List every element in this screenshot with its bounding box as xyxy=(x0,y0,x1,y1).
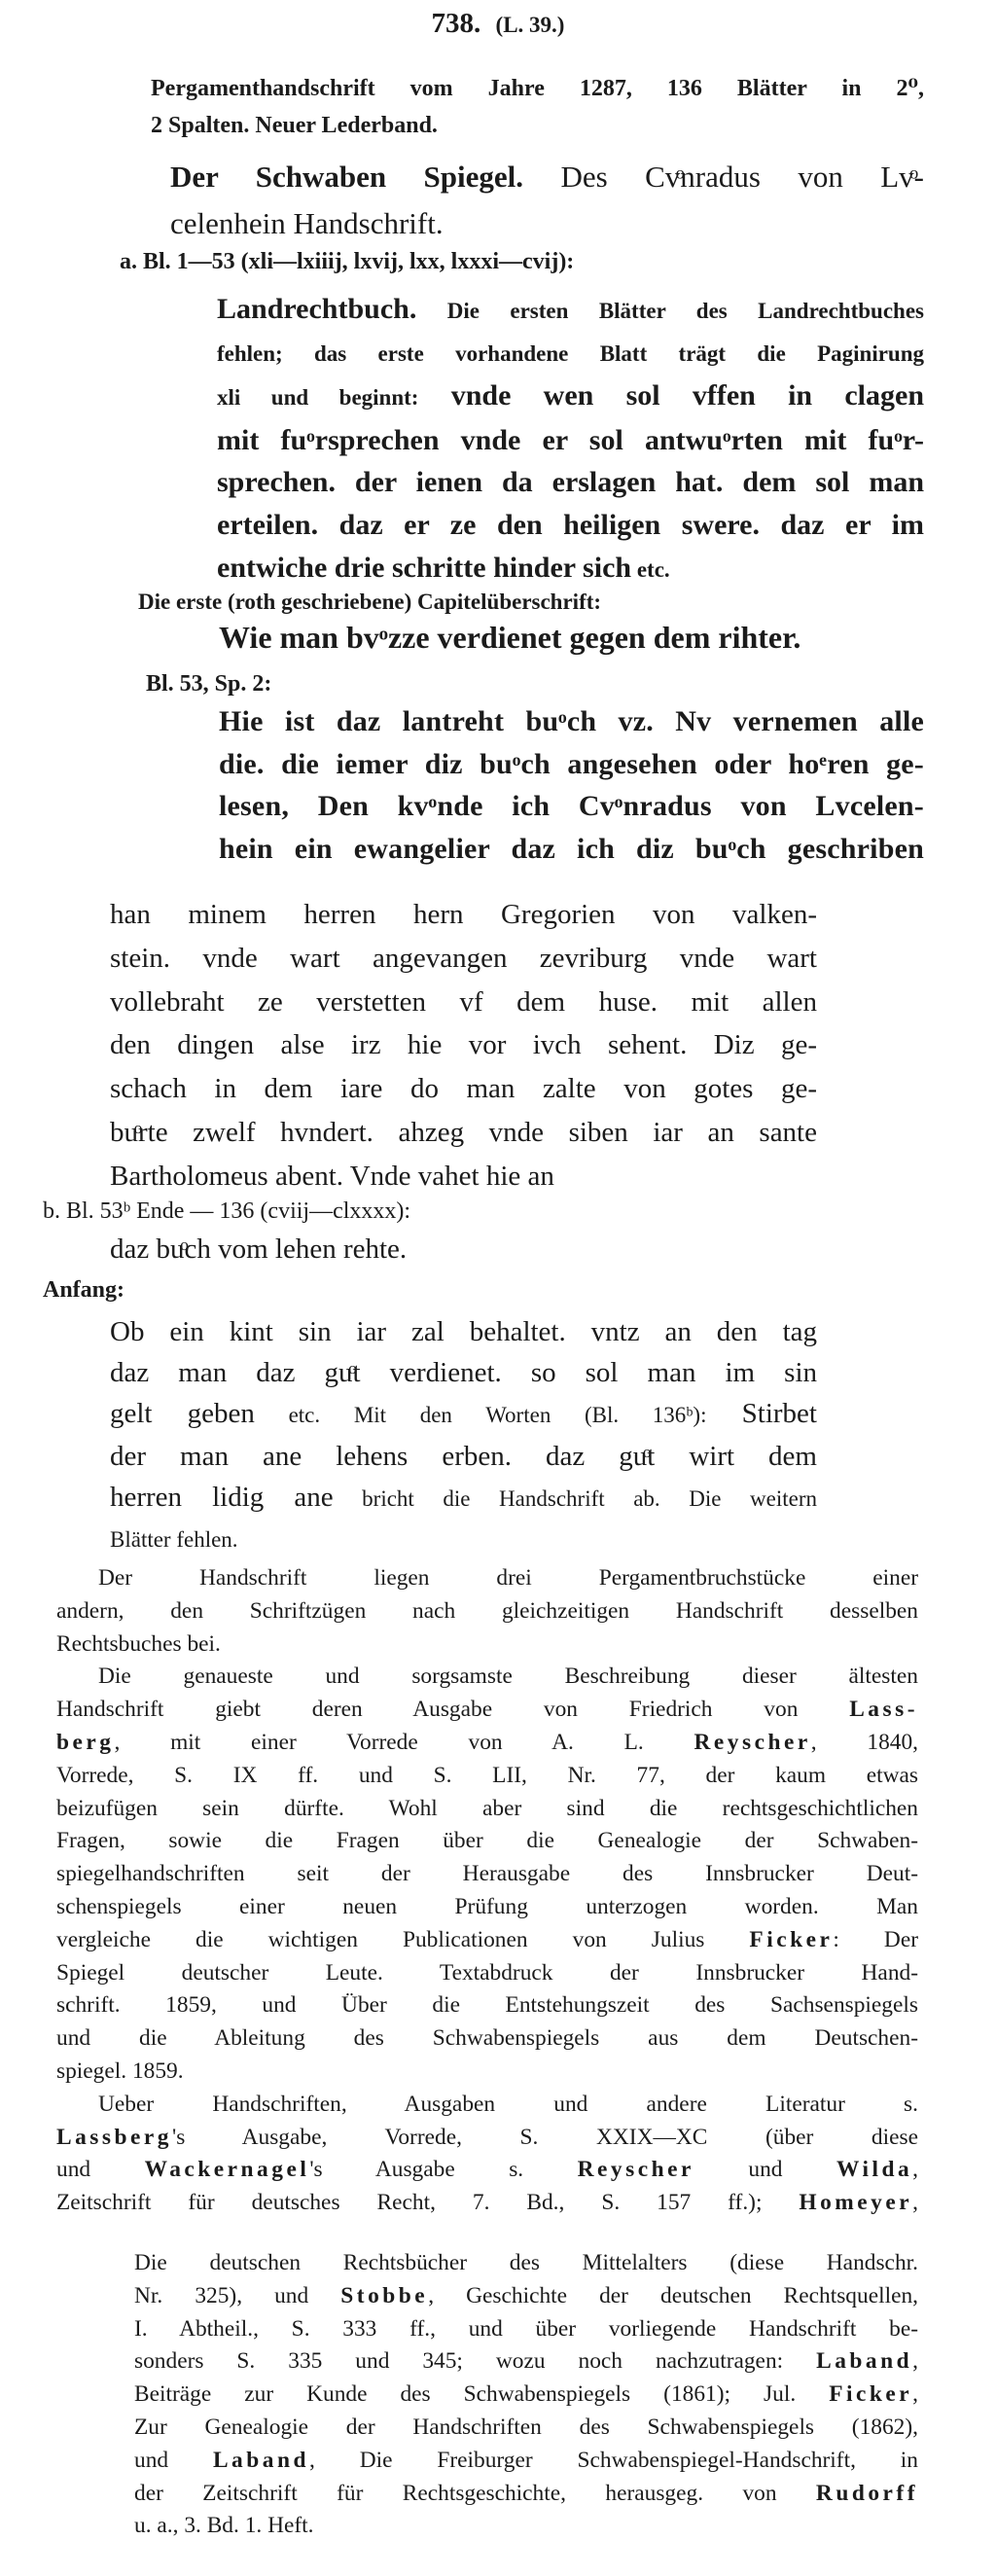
spaced-name: berg xyxy=(56,1729,115,1755)
quote-line: Blätter fehlen. xyxy=(110,1527,238,1552)
quote-line: schach in dem iare do man zalte von gotes ge- xyxy=(110,1073,817,1105)
section-a-quote xyxy=(217,288,924,590)
commentary xyxy=(56,1562,918,2220)
folio-reference-text: Bl. 53, Sp. 2: xyxy=(146,671,272,697)
reference-line xyxy=(134,2280,918,2313)
quote-text: gelt geben xyxy=(110,1398,255,1429)
quote-line: han minem herren hern Gregorien von valken- xyxy=(110,899,817,930)
title-line: celenhein Handschrift. xyxy=(170,206,444,240)
anfang-label xyxy=(43,1277,335,1304)
rubric-text xyxy=(219,620,924,656)
quote-text: entwiche drie schritte hinder sich xyxy=(217,551,632,584)
section-b-title xyxy=(110,1234,817,1266)
text-run: , Geschichte der deutschen Rechtsquellen, xyxy=(428,2282,918,2308)
text-run: sonders S. 335 und 345; wozu noch nachzutragen: xyxy=(134,2348,817,2375)
quote-line: fehlen; das erste vorhandene Blatt trägt die Paginirung xyxy=(217,340,924,366)
commentary-line: beizufügen sein dürfte. Wohl aber sind die rechtsgeschichtlichen xyxy=(56,1795,918,1821)
commentary-line: Spiegel deutscher Leute. Textabdruck der Innsbrucker Hand- xyxy=(56,1959,918,1986)
reference-line: I. Abtheil., S. 333 ff., und über vorliegende Handschrift be- xyxy=(134,2315,918,2342)
text-run: , xyxy=(912,2348,918,2375)
reference-line: Zur Genealogie der Handschriften des Schwabenspiegels (1862), xyxy=(134,2414,918,2440)
spaced-name: Lass- xyxy=(849,1697,918,1723)
quote-note: Die ersten Blätter des Landrechtbuches xyxy=(416,299,924,323)
quote-line xyxy=(110,1393,817,1436)
section-a-heading xyxy=(120,249,924,275)
colophon-quote xyxy=(219,700,924,870)
section-a-heading-text: a. Bl. 1—53 (xli—lxiiij, lxvij, lxx, lxxxi—cvij): xyxy=(120,249,575,274)
rubric-line: Wie man bvͦzze verdienet gegen dem rihter. xyxy=(219,620,801,655)
text-run: der Zeitschrift für Rechtsgeschichte, herausgeg. von xyxy=(134,2480,816,2506)
commentary-line xyxy=(56,1924,918,1957)
commentary-line: Ueber Handschriften, Ausgaben und andere Literatur s. xyxy=(98,2091,918,2117)
text-run: und xyxy=(694,2157,836,2183)
commentary-paragraph xyxy=(56,1661,918,2088)
quote-note: xli und beginnt: xyxy=(217,385,419,411)
quote-text: vnde wen sol vffen in clagen xyxy=(418,379,925,412)
colophon-continued xyxy=(110,893,817,1199)
reference-line xyxy=(134,2478,918,2511)
quote-line: hein ein ewangelier daz ich diz buͦch geschriben xyxy=(219,832,924,865)
spaced-name: Laband xyxy=(816,2348,913,2375)
quote-note: bricht die Handschrift ab. Die weitern xyxy=(333,1486,817,1511)
commentary-line xyxy=(56,1727,918,1760)
commentary-line: und die Ableitung des Schwabenspiegels aus dem Deutschen- xyxy=(56,2025,918,2052)
commentary-paragraph xyxy=(56,1562,918,1661)
commentary-line: schenspiegels einer neuen Prüfung unterzogen worden. Man xyxy=(56,1893,918,1919)
text-run: und xyxy=(134,2447,213,2473)
commentary-line xyxy=(56,1694,918,1727)
text-run: Handschrift giebt deren Ausgabe von Friedrich von xyxy=(56,1697,850,1723)
spaced-name: Reyscher xyxy=(694,1729,811,1755)
reference-line xyxy=(134,2345,918,2379)
commentary-line: spiegelhandschriften seit der Herausgabe des Innsbrucker Deut- xyxy=(56,1861,918,1887)
quote-line: Hie ist daz lantreht buͦch vz. Nv vernemen alle xyxy=(219,705,924,737)
text-run: 's Ausgabe, Vorrede, S. XXIX—XC (über diese xyxy=(171,2124,918,2150)
title-line xyxy=(170,154,924,200)
commentary-line: Fragen, sowie die Fragen über die Genealogie der Schwaben- xyxy=(56,1828,918,1854)
section-b-heading xyxy=(43,1199,918,1225)
title-bold: Der Schwaben Spiegel. xyxy=(170,160,524,194)
spaced-name: Reyscher xyxy=(577,2157,694,2183)
text-run: 's Ausgabe s. xyxy=(309,2157,578,2183)
quote-line: die. die iemer diz buͦch angesehen oder hoͤren ge- xyxy=(219,747,924,780)
text-run: und xyxy=(56,2157,145,2183)
quote-text: Landrechtbuch. xyxy=(217,293,417,325)
quote-line xyxy=(217,375,924,419)
commentary-line xyxy=(56,2122,918,2155)
text-run: , Die Freiburger Schwabenspiegel-Handschrift, in xyxy=(308,2447,918,2473)
text-run: : Der xyxy=(833,1926,918,1952)
quote-line: buͦrte zwelf hvndert. ahzeg vnde siben iar an sante xyxy=(110,1116,817,1148)
text-run: , 1840, xyxy=(810,1729,918,1755)
quote-line: der man ane lehens erben. daz guͦt wirt dem xyxy=(110,1441,817,1472)
spaced-name: Rudorff xyxy=(815,2480,918,2506)
manuscript-title xyxy=(170,154,924,247)
spaced-name: Lassberg xyxy=(56,2124,172,2150)
quote-line: erteilen. daz er ze den heiligen swere. daz er im xyxy=(217,508,924,541)
commentary-line: Die genaueste und sorgsamste Beschreibung dieser ältesten xyxy=(98,1664,918,1690)
page-number: 738. xyxy=(431,8,481,39)
commentary-line: andern, den Schriftzügen nach gleichzeitigen Handschrift desselben xyxy=(56,1597,918,1624)
text-run: vergleiche die wichtigen Publicationen von Julius xyxy=(56,1926,750,1952)
reference-line: Die deutschen Rechtsbücher des Mittelalters (diese Handschr. xyxy=(134,2250,918,2275)
text-run: , xyxy=(912,2190,918,2216)
quote-line: stein. vnde wart angevangen zevriburg vnde wart xyxy=(110,942,817,974)
quote-line: mit fuͦrsprechen vnde er sol antwuͦrten mit fuͦr- xyxy=(217,423,924,456)
section-b-heading-text: b. Bl. 53ᵇ Ende — 136 (cviij—clxxxx): xyxy=(43,1199,411,1224)
spaced-name: Ficker xyxy=(829,2381,913,2408)
reference-line xyxy=(134,2379,918,2412)
commentary-line xyxy=(56,2187,918,2220)
rubric-label xyxy=(138,590,924,615)
reference-line: u. a., 3. Bd. 1. Heft. xyxy=(134,2513,314,2539)
commentary-line: spiegel. 1859. xyxy=(56,2057,184,2084)
page-reference: (L. 39.) xyxy=(495,13,565,37)
section-b-quote xyxy=(110,1311,817,1560)
text-run: Beiträge zur Kunde des Schwabenspiegels (1861); Jul. xyxy=(134,2381,830,2408)
quote-line xyxy=(217,547,924,591)
reference-line xyxy=(134,2445,918,2478)
spaced-name: Ficker xyxy=(749,1926,834,1952)
quote-text: herren lidig ane xyxy=(110,1482,334,1513)
spaced-name: Wackernagel xyxy=(144,2157,310,2183)
spaced-name: Stobbe xyxy=(340,2282,429,2308)
commentary-line: schrift. 1859, und Über die Entstehungszeit des Sachsenspiegels xyxy=(56,1992,918,2019)
commentary-paragraph xyxy=(56,2089,918,2220)
text-run: , xyxy=(912,2157,919,2183)
spaced-name: Laband xyxy=(212,2447,309,2473)
description-line: Pergamenthandschrift vom Jahre 1287, 136 Blätter in 2⁰, xyxy=(151,76,924,101)
quote-line: Ob ein kint sin iar zal behaltet. vntz an den tag xyxy=(110,1316,817,1347)
quote-line: daz man daz guͦt verdienet. so sol man im sin xyxy=(110,1357,817,1388)
page-header xyxy=(0,8,996,40)
section-b-title-text: daz buͦch vom lehen rehte. xyxy=(110,1234,408,1265)
commentary-line: Rechtsbuches bei. xyxy=(56,1630,221,1657)
spaced-name: Homeyer xyxy=(799,2190,913,2216)
quote-text: Stirbet xyxy=(706,1398,817,1429)
quote-line: lesen, Den kvͦnde ich Cvͦnradus von Lvcelen- xyxy=(219,790,924,823)
commentary-line xyxy=(56,2154,918,2187)
anfang-label-text: Anfang: xyxy=(43,1277,125,1303)
manuscript-description xyxy=(151,70,924,144)
quote-line xyxy=(217,288,924,333)
text-run: , xyxy=(912,2381,918,2408)
commentary-line: Vorrede, S. IX ff. und S. LII, Nr. 77, der kaum etwas xyxy=(56,1762,918,1788)
title-rest: Des Cvͦnradus von Lvͦ- xyxy=(523,160,924,194)
quote-line: sprechen. der ienen da erslagen hat. dem sol man xyxy=(217,466,924,499)
quote-note: etc. Mit den Worten (Bl. 136ᵇ): xyxy=(254,1403,707,1427)
description-line: 2 Spalten. Neuer Lederband. xyxy=(151,113,438,138)
quote-note: etc. xyxy=(631,556,670,582)
quote-line xyxy=(110,1477,817,1520)
quote-line: den dingen alse irz hie vor ivch sehent. Diz ge- xyxy=(110,1029,817,1061)
literature-references xyxy=(134,2247,918,2543)
commentary-line: Der Handschrift liegen drei Pergamentbruchstücke einer xyxy=(98,1565,918,1591)
text-run: Nr. 325), und xyxy=(134,2282,341,2308)
rubric-label-text: Die erste (roth geschriebene) Capitelüberschrift: xyxy=(138,590,602,614)
folio-reference xyxy=(146,671,924,698)
quote-line: Bartholomeus abent. Vnde vahet hie an xyxy=(110,1160,554,1192)
text-run: , mit einer Vorrede von A. L. xyxy=(114,1729,694,1755)
quote-line: vollebraht ze verstetten vf dem huse. mit allen xyxy=(110,985,817,1018)
spaced-name: Wilda xyxy=(836,2157,913,2183)
text-run: Zeitschrift für deutsches Recht, 7. Bd., S. 157 ff.); xyxy=(56,2190,800,2216)
